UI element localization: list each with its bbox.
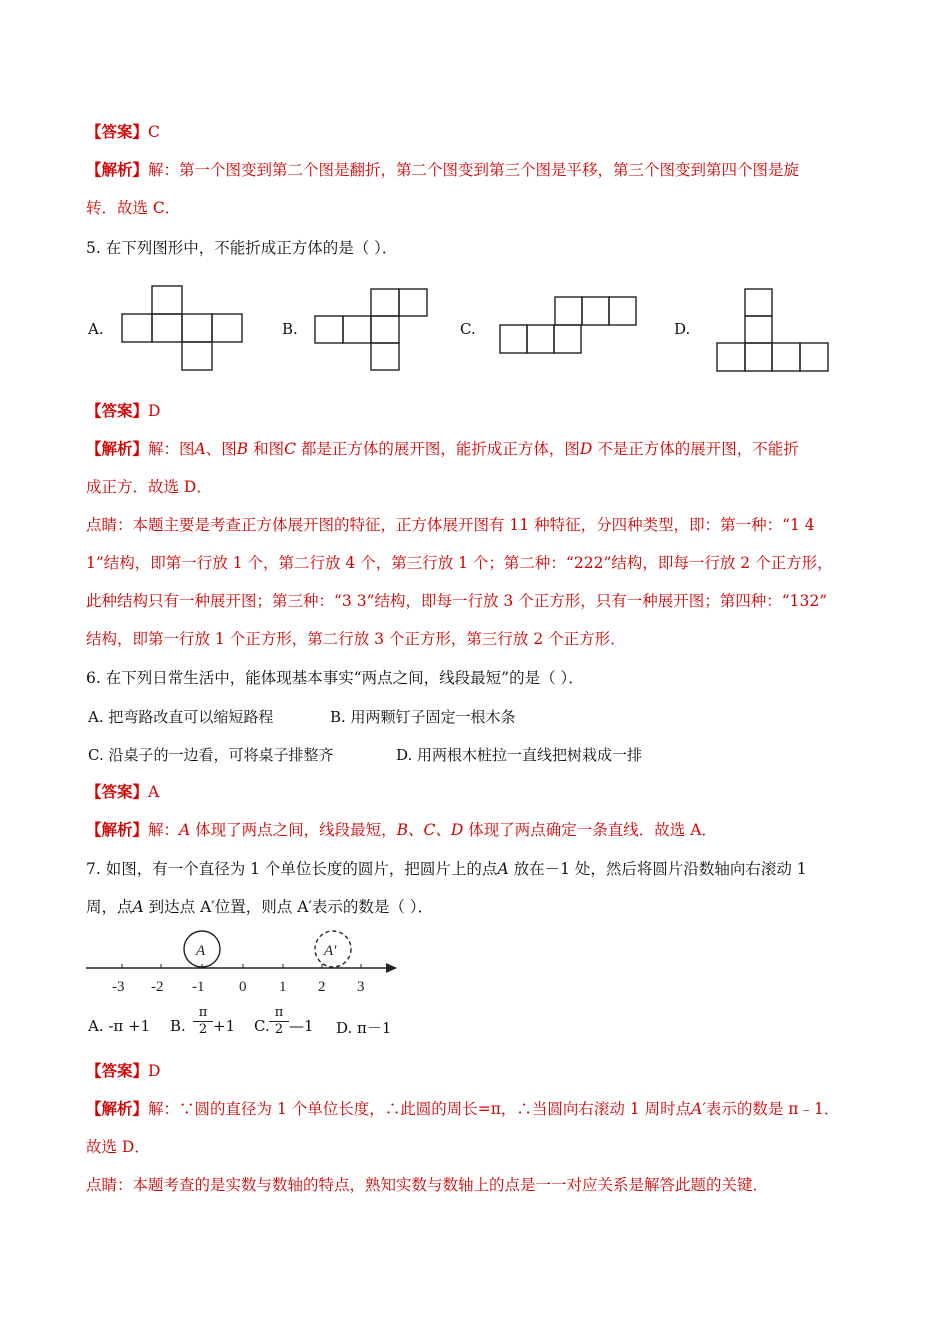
- var-a: A: [194, 440, 206, 458]
- analysis-text: 表示的数是 π﹣1．: [705, 1100, 840, 1118]
- analysis-text: 解：∵圆的直径为 1 个单位长度，∴此圆的周长=π，∴当圆向右滚动 1 周时点: [148, 1100, 692, 1118]
- q5-answer: [86, 400, 160, 422]
- q7-answer: [86, 1060, 160, 1082]
- q5-option-c-label: C.: [460, 320, 476, 338]
- analysis-tag: 【解析】: [86, 439, 149, 458]
- analysis-text: 解：第一个图变到第二个图是翻折，第二个图变到第三个图是平移，第三个图变到第四个图是旋: [148, 161, 800, 179]
- net-a-square: [212, 314, 242, 342]
- net-a-square: [182, 314, 212, 342]
- q6-option-b: B. 用两颗钉子固定一根木条: [330, 708, 516, 726]
- q7-option-c-label: C.: [254, 1017, 270, 1035]
- disc-end-label: A′: [324, 943, 337, 959]
- answer-value: A: [148, 783, 160, 801]
- var-a-prime: A′: [691, 1100, 706, 1118]
- q5-net-d: [717, 289, 829, 373]
- q7-number-line-figure: [86, 930, 406, 998]
- analysis-text: 和图: [248, 440, 285, 458]
- net-d-square: [772, 343, 800, 371]
- q5-tip-line2: 1”结构，即第一行放 1 个，第二行放 4 个，第三行放 1 个；第二种：“222”结构，即每一行放 2 个正方形，: [86, 554, 833, 572]
- net-a-square: [152, 286, 182, 314]
- q7-option-a: A. -π +1: [88, 1017, 151, 1035]
- answer-value: D: [148, 1062, 161, 1080]
- q7-option-b-tail: +1: [213, 1017, 236, 1035]
- q5-net-a: [122, 286, 244, 372]
- net-c-square: [554, 325, 581, 353]
- q5-analysis-line2: 成正方．故选 D．: [86, 478, 212, 496]
- analysis-text: 、图: [205, 440, 237, 458]
- tick-label: -1: [192, 979, 205, 995]
- q4-analysis-line2: 转．故选 C．: [86, 199, 181, 217]
- analysis-tag: 【解析】: [86, 820, 149, 839]
- q6-option-c: C. 沿桌子的一边看，可将桌子排整齐: [88, 746, 334, 764]
- q4-answer: [86, 121, 160, 143]
- var-d: D: [579, 440, 593, 458]
- var-a: A: [132, 898, 144, 916]
- fraction-numerator: π: [198, 1005, 208, 1020]
- net-b-square: [371, 289, 399, 316]
- answer-value: D: [148, 402, 161, 420]
- q7-option-b-label: B.: [170, 1017, 186, 1035]
- tick-label: -2: [151, 979, 164, 995]
- net-c-square: [582, 297, 609, 325]
- net-c-square: [500, 325, 527, 353]
- q7-option-c-fraction: [269, 1005, 289, 1038]
- tick-label: 2: [318, 979, 326, 995]
- net-d-square: [717, 343, 745, 371]
- fraction-denominator: 2: [274, 1022, 284, 1037]
- var-bcd: B、C、D: [396, 821, 464, 839]
- analysis-text: 解：: [148, 821, 180, 839]
- tick-label: 0: [239, 979, 247, 995]
- net-b-square: [399, 289, 427, 316]
- disc-start-label: A: [196, 943, 206, 959]
- q5-tip-line3: 此种结构只有一种展开图；第三种：“3 3”结构，即每一行放 3 个正方形，只有一种展开图；第四种：“132”: [86, 592, 828, 610]
- net-b-square: [371, 343, 399, 370]
- q7-analysis-line1: [86, 1098, 839, 1120]
- analysis-text: 不是正方体的展开图，不能折: [592, 440, 799, 458]
- answer-tag: 【答案】: [86, 122, 149, 141]
- tick-label: 1: [279, 979, 287, 995]
- var-a: A: [179, 821, 191, 839]
- stem-text: 放在－1 处，然后将圆片沿数轴向右滚动 1: [508, 860, 807, 878]
- analysis-text: 体现了两点之间，线段最短，: [190, 821, 397, 839]
- q7-stem-line2: [86, 896, 433, 918]
- q5-tip-line1: 点睛：本题主要是考查正方体展开图的特征，正方体展开图有 11 种特征，分四种类型，即：第一种：“1 4: [86, 516, 815, 534]
- net-c-square: [555, 297, 582, 325]
- q6-option-d: D. 用两根木桩拉一直线把树栽成一排: [396, 746, 643, 764]
- q7-tip-line1: 点睛：本题考查的是实数与数轴的特点，熟知实数与数轴上的点是一一对应关系是解答此题的关键．: [86, 1176, 769, 1194]
- q7-analysis-line2: 故选 D．: [86, 1138, 150, 1156]
- q6-option-a: A. 把弯路改直可以缩短路程: [88, 708, 274, 726]
- q5-net-c: [500, 297, 638, 355]
- fraction-numerator: π: [274, 1005, 284, 1020]
- answer-tag: 【答案】: [86, 401, 149, 420]
- q7-option-c-tail: —1: [289, 1017, 314, 1035]
- net-c-square: [527, 325, 554, 353]
- q4-analysis-line1: [86, 159, 799, 181]
- net-a-square: [182, 342, 212, 370]
- axis-arrow: [386, 963, 397, 973]
- net-b-square: [315, 316, 343, 343]
- net-a-square: [152, 314, 182, 342]
- tick-label: 3: [357, 979, 365, 995]
- q6-stem: 6. 在下列日常生活中，能体现基本事实“两点之间，线段最短”的是（ ）．: [86, 669, 584, 687]
- q7-option-b-fraction: [193, 1005, 213, 1038]
- net-b-square: [343, 316, 371, 343]
- analysis-text: 解：图: [148, 440, 195, 458]
- net-c-square: [609, 297, 636, 325]
- var-a: A: [497, 860, 509, 878]
- stem-text: 周，点: [86, 898, 133, 916]
- q7-stem-line1: [86, 858, 807, 880]
- answer-tag: 【答案】: [86, 782, 149, 801]
- q6-answer: [86, 781, 159, 803]
- q5-stem: 5. 在下列图形中，不能折成正方体的是（ ）．: [86, 239, 398, 257]
- tick-label: -3: [112, 979, 125, 995]
- q5-option-a-label: A.: [88, 320, 104, 338]
- net-b-square: [371, 316, 399, 343]
- var-b: B: [236, 440, 249, 458]
- q5-tip-line4: 结构，即第一行放 1 个正方形，第二行放 3 个正方形，第三行放 2 个正方形．: [86, 630, 626, 648]
- q6-analysis: [86, 819, 717, 841]
- var-c: C: [284, 440, 296, 458]
- analysis-tag: 【解析】: [86, 160, 149, 179]
- fraction-denominator: 2: [198, 1022, 208, 1037]
- net-a-square: [122, 314, 152, 342]
- stem-text: 7. 如图，有一个直径为 1 个单位长度的圆片，把圆片上的点: [86, 860, 498, 878]
- net-d-square: [745, 343, 772, 371]
- q5-option-b-label: B.: [282, 320, 298, 338]
- q5-option-d-label: D.: [674, 320, 691, 338]
- net-d-square: [745, 316, 772, 343]
- q5-net-b: [315, 289, 427, 373]
- q5-analysis-line1: [86, 438, 799, 460]
- analysis-text: 都是正方体的展开图，能折成正方体，图: [295, 440, 580, 458]
- answer-value: C: [148, 123, 160, 141]
- analysis-tag: 【解析】: [86, 1099, 149, 1118]
- net-d-square: [800, 343, 828, 371]
- answer-tag: 【答案】: [86, 1061, 149, 1080]
- q7-option-d: D. π－1: [336, 1019, 392, 1037]
- net-d-square: [745, 289, 772, 316]
- stem-text: 到达点 A′位置，则点 A′表示的数是（ ）．: [143, 898, 434, 916]
- axis-tick-labels: [112, 979, 365, 995]
- analysis-text: 体现了两点确定一条直线．故选 A．: [463, 821, 717, 839]
